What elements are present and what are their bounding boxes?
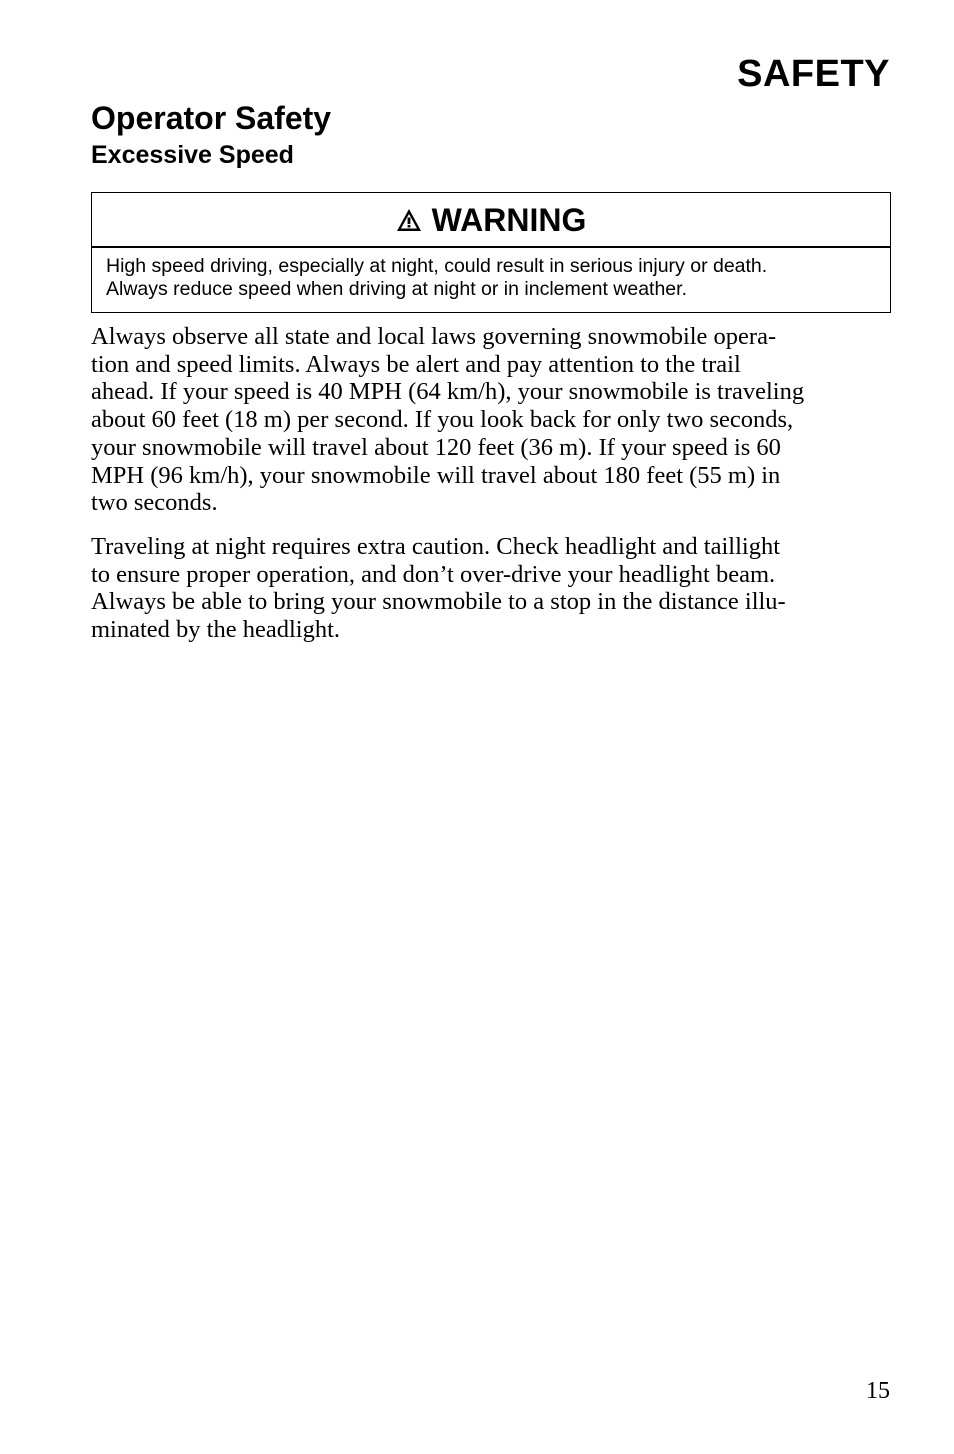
- paragraph-line: ahead. If your speed is 40 MPH (64 km/h), your snowmobile is traveling: [91, 378, 805, 406]
- body-paragraph-night: [91, 533, 891, 644]
- paragraph-line: tion and speed limits. Always be alert and pay attention to the trail: [91, 350, 741, 378]
- warning-triangle-icon: [396, 208, 422, 232]
- paragraph-line: MPH (96 km/h), your snowmobile will travel about 180 feet (55 m) in: [91, 461, 781, 489]
- warning-line: Always reduce speed when driving at night or in inclement weather.: [106, 278, 687, 300]
- paragraph-line: minated by the headlight.: [91, 616, 341, 644]
- section-title: Operator Safety: [91, 100, 332, 136]
- paragraph-line: your snowmobile will travel about 120 feet (36 m). If your speed is 60: [91, 433, 781, 461]
- body-paragraph-speed: [91, 323, 891, 517]
- paragraph-line: Always be able to bring your snowmobile to a stop in the distance illu-: [91, 588, 786, 616]
- warning-header: [92, 193, 890, 248]
- warning-line: High speed driving, especially at night, could result in serious injury or death.: [106, 255, 768, 277]
- warning-message: [92, 248, 890, 312]
- chapter-header: SAFETY: [737, 53, 890, 95]
- subsection-title: Excessive Speed: [91, 141, 294, 169]
- warning-box: [91, 192, 891, 313]
- paragraph-line: two seconds.: [91, 489, 218, 517]
- page-content: [91, 98, 891, 644]
- paragraph-line: about 60 feet (18 m) per second. If you look back for only two seconds,: [91, 406, 794, 434]
- paragraph-line: Always observe all state and local laws governing snowmobile opera-: [91, 323, 777, 350]
- paragraph-line: to ensure proper operation, and don’t over-drive your headlight beam.: [91, 560, 776, 588]
- paragraph-line: Traveling at night requires extra caution. Check headlight and taillight: [91, 532, 781, 560]
- page-number: 15: [866, 1378, 890, 1404]
- warning-label: WARNING: [431, 201, 587, 238]
